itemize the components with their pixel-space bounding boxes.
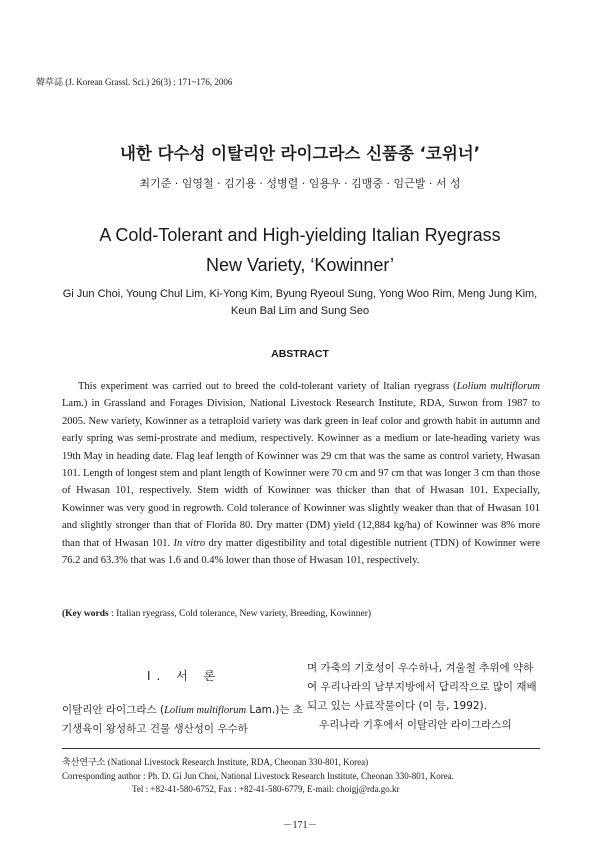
keywords-label: (Key words <box>62 609 109 619</box>
footnote <box>62 756 540 797</box>
english-title <box>0 220 600 280</box>
korean-authors: 최기준 · 임영철 · 김기용 · 성병렬 · 임용우 · 김맹중 · 임근발 · 서 성 <box>139 177 461 190</box>
intro-species: Lolium multiflorum <box>164 705 247 716</box>
abstract-heading: ABSTRACT <box>271 348 329 360</box>
abstract-body <box>62 378 540 569</box>
abstract-text-1: This experiment was carried out to breed the cold-tolerant variety of Italian ryegrass ( <box>78 381 457 392</box>
footnote-affiliation: 축산연구소 (National Livestock Research Institute, RDA, Cheonan 330-801, Korea) <box>62 757 369 767</box>
english-title-line2: New Variety, ‘Kowinner’ <box>205 255 395 275</box>
section-heading-intro: I. 서 론 <box>147 669 222 683</box>
abstract-text-2: Lam.) in Grassland and Forages Division, National Livestock Research Institute, RDA, Suwon from 1987 to 2005. New variety, Kowinner as a tetraploid variety was dark green in leaf color and growth habit in autumn and early spring was semi-prostrate and medium, respectively. Kowinner as a medium or late-heading variety was 19th May in heading date. Flag leaf length of Kowinner was 29 cm that was the same as control variety, Hwasan 101. Length of longest stem and plant length of Kowinner were 70 cm and 97 cm that was longer 3 cm than those of Hwasan 101, respectively. Stem width of Kowinner was thicker than that of Hwasan 101. Expecially, Kowinner was very good in regrowth. Cold tolerance of Kowinner was slightly weaker than that of Hwasan 101 and slightly stronger than that of Florida 80. Dry matter (DM) yield (12,884 kg/ha) of Kowinner was 8% more than that of Hwasan 101. <box>62 398 540 549</box>
korean-title: 내한 다수성 이탈리안 라이그라스 신품종 ‘코위너’ <box>119 144 481 163</box>
intro-right-column <box>307 659 537 735</box>
keywords <box>62 609 540 619</box>
page-number: －171－ <box>282 820 318 831</box>
abstract-text-3: dry matter digestibility and total digestible nutrient (TDN) of Kowinner were 76.2 and 63.3% that was 1.6 and 0.4% lower than those of Hwasan 101, respectively. <box>62 537 540 567</box>
keywords-text: : Italian ryegrass, Cold tolerance, New variety, Breeding, Kowinner) <box>108 609 372 619</box>
journal-citation: 韓草誌 (J. Korean Grassl. Sci.) 26(3) : 171~176, 2006 <box>36 77 233 87</box>
footnote-divider <box>62 748 540 749</box>
intro-left-text-a: 이탈리안 라이그라스 ( <box>62 704 165 716</box>
english-authors: Gi Jun Choi, Young Chul Lim, Ki-Yong Kim, Byung Ryeoul Sung, Yong Woo Rim, Meng Jung Kim, Keun Bal Lim and Sung Seo <box>62 288 538 317</box>
intro-left-column <box>62 701 307 739</box>
intro-right-text: 며 가축의 기호성이 우수하나, 겨울철 추위에 약하여 우리나라의 남부지방에서 답리작으로 많이 재배되고 있는 사료작물이다 (이 등, 1992). <box>307 662 537 712</box>
english-title-line1: A Cold-Tolerant and High-yielding Italian Ryegrass <box>99 225 501 245</box>
species-name: Lolium multiflorum <box>456 381 540 392</box>
intro-left-text-b: Lam.)는 초기생육이 왕성하고 건물 생산성이 우수하 <box>62 704 303 735</box>
intro-right-text-2: 우리나라 기후에서 이탈리안 라이그라스의 <box>319 719 512 731</box>
footnote-contact: Tel : +82-41-580-6752, Fax : +82-41-580-6779, E-mail: choigj@rda.go.kr <box>132 784 400 794</box>
in-vitro-term: In vitro <box>173 537 206 549</box>
footnote-corresponding: Corresponding author : Ph. D. Gi Jun Choi, National Livestock Research Institute, Cheonan 330-801, Korea. <box>62 770 454 781</box>
